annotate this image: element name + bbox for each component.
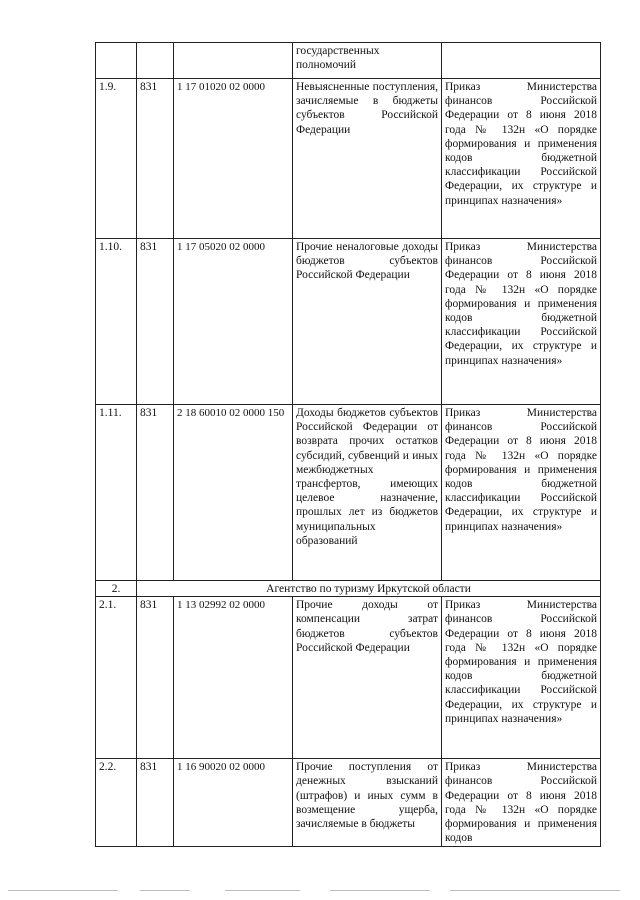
revenue-name: государственных полномочий [293, 43, 442, 79]
legal-basis: Приказ Министерства финансов Российской Федерации от 8 июня 2018 года № 132н «О порядке формирования и применения кодов бюджетной классификации Российской Федерации, их структуре и принципах назначения» [442, 405, 601, 581]
revenue-name: Невыясненные поступления, зачисляемые в бюджеты субъектов Российской Федерации [293, 79, 442, 239]
legal-basis [442, 43, 601, 79]
scan-artifact-line [330, 890, 430, 891]
legal-basis: Приказ Министерства финансов Российской Федерации от 8 июня 2018 года № 132н «О порядке формирования и применения кодов бюджетной классификации Российской Федерации, их структуре и принципах назначения» [442, 597, 601, 759]
table-row [96, 405, 601, 581]
revenue-name: Прочие поступления от денежных взысканий (штрафов) и иных сумм в возмещение ущерба, зачисляемые в бюджеты [293, 759, 442, 847]
revenue-name: Прочие доходы от компенсации затрат бюджетов субъектов Российской Федерации [293, 597, 442, 759]
row-number: 1.11. [96, 405, 137, 581]
revenue-name: Прочие неналоговые доходы бюджетов субъектов Российской Федерации [293, 239, 442, 405]
table-row [96, 43, 601, 79]
budget-code: 1 17 01020 02 0000 [174, 79, 293, 239]
legal-basis: Приказ Министерства финансов Российской Федерации от 8 июня 2018 года № 132н «О порядке формирования и применения кодов бюджетной классификации Российской Федерации, их структуре и принципах назначения» [442, 79, 601, 239]
budget-code [174, 43, 293, 79]
row-number: 1.9. [96, 79, 137, 239]
scan-artifact-line [8, 890, 118, 891]
table-row [96, 759, 601, 847]
table-row [96, 79, 601, 239]
legal-basis: Приказ Министерства финансов Российской Федерации от 8 июня 2018 года № 132н «О порядке формирования и применения кодов [442, 759, 601, 847]
budget-code: 1 16 90020 02 0000 [174, 759, 293, 847]
section-title: Агентство по туризму Иркутской области [137, 581, 601, 597]
row-number: 2.1. [96, 597, 137, 759]
scan-artifact-line [140, 890, 190, 891]
scan-artifact-line [450, 890, 620, 891]
budget-code: 1 17 05020 02 0000 [174, 239, 293, 405]
row-number: 1.10. [96, 239, 137, 405]
revenue-codes-table [95, 42, 601, 847]
section-number: 2. [96, 581, 137, 597]
table-row [96, 597, 601, 759]
budget-code: 1 13 02992 02 0000 [174, 597, 293, 759]
row-number [96, 43, 137, 79]
scan-artifact-line [225, 890, 300, 891]
table-row [96, 239, 601, 405]
row-number: 2.2. [96, 759, 137, 847]
legal-basis: Приказ Министерства финансов Российской Федерации от 8 июня 2018 года № 132н «О порядке формирования и применения кодов бюджетной классификации Российской Федерации, их структуре и принципах назначения» [442, 239, 601, 405]
admin-code: 831 [137, 405, 174, 581]
budget-code: 2 18 60010 02 0000 150 [174, 405, 293, 581]
admin-code [137, 43, 174, 79]
admin-code: 831 [137, 79, 174, 239]
section-row [96, 581, 601, 597]
revenue-name: Доходы бюджетов субъектов Российской Федерации от возврата прочих остатков субсидий, субвенций и иных межбюджетных трансфертов, имеющих целевое назначение, прошлых лет из бюджетов муниципальных образований [293, 405, 442, 581]
admin-code: 831 [137, 239, 174, 405]
admin-code: 831 [137, 597, 174, 759]
admin-code: 831 [137, 759, 174, 847]
